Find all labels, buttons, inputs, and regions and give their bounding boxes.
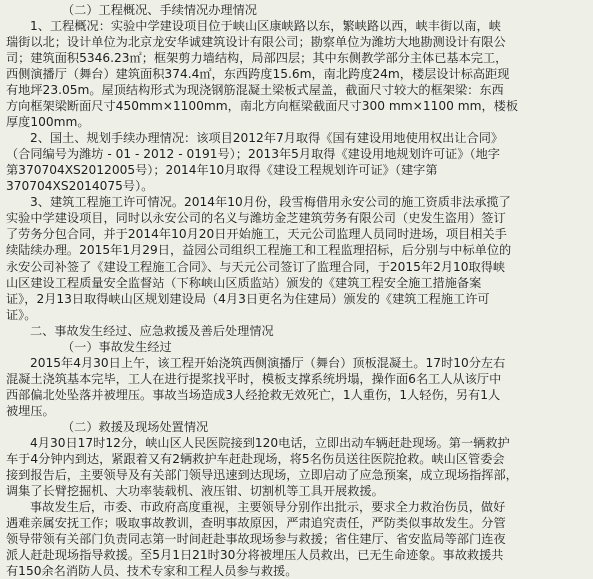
paragraph-line: 派人赶赴现场指导救援。至5月1日21时30分将被埋压人员救出，已无生命迹象。事故救援共 bbox=[6, 548, 504, 562]
paragraph-line: 山区建设工程质量安全监督站（下称峡山区质监站）颁发的《建筑工程安全施工措施备案 bbox=[6, 275, 482, 290]
paragraph-line: 瑞街以北；设计单位为北京龙安华诚建筑设计有限公司；勘察单位为潍坊大地勘测设计有限公 bbox=[6, 35, 506, 50]
paragraph-line: 2015年4月30日上午，该工程开始浇筑西侧演播厅（舞台）顶板混凝土。17时10分左右 bbox=[30, 355, 506, 370]
paragraph-line: 西侧演播厅（舞台）建筑面积374.4㎡，东西跨度15.6m，南北跨度24m，楼层设计标高距现 bbox=[6, 67, 510, 82]
paragraph-line: 方向框架梁断面尺寸450mm×1100mm，南北方向框梁截面尺寸300 mm×1100 mm，楼板 bbox=[6, 99, 519, 114]
paragraph-line: 证》。 bbox=[6, 307, 37, 322]
paragraph-line: 永安公司补签了《建设工程施工合同》、与天元公司签订了监理合同，于2015年2月10取得峡 bbox=[6, 259, 506, 274]
paragraph-line: 厚度100mm。 bbox=[6, 115, 90, 130]
subsection-heading: （一）事故发生经过 bbox=[62, 339, 172, 354]
paragraph-line: 1、工程概况：实验中学建设项目位于峡山区康峡路以东，繁峡路以西，峡丰街以南，峡 bbox=[30, 19, 501, 33]
paragraph-line: 续陆续办理。2015年1月29日，益园公司组织工程施工和工程监理招标，后分别与中标单位的 bbox=[6, 243, 512, 258]
paragraph-line: 调集了长臂挖掘机、大功率装载机、液压钳、切割机等工具开展救援。 bbox=[6, 483, 384, 498]
paragraph-line: 遇难亲属安抚工作；吸取事故教训，查明事故原因，严肃追究责任，严防类似事故发生。分管 bbox=[6, 515, 506, 530]
paragraph-line: 有150余名消防人员、技术专家和工程人员参与救援。 bbox=[6, 564, 298, 578]
paragraph-line: 证》，2月13日取得峡山区规划建设局（4月3日更名为住建局）颁发的《建筑工程施工许可 bbox=[6, 291, 490, 306]
paragraph-line: 事故发生后，市委、市政府高度重视，主要领导分别作出批示，要求全力救治伤员，做好 bbox=[30, 499, 506, 514]
paragraph-line: 车于4分钟内到达，紧跟着又有2辆救护车赶赴现场，将5名伤员送往医院抢救。峡山区管委会 bbox=[6, 451, 505, 466]
paragraph-line: 2、国土、规划手续办理情况：该项目2012年7月取得《国有建设用地使用权出让合同》 bbox=[30, 131, 504, 146]
paragraph-line: 实验中学建设项目，同时以永安公司的名义与潍坊金芝建筑劳务有限公司（史发生盗用）签订 bbox=[6, 211, 506, 226]
paragraph-line: 司；建筑面积5346.23㎡；框架剪力墙结构，局部四层；其中东侧教学部分主体已基本完工， bbox=[6, 51, 508, 66]
paragraph-line: 被埋压。 bbox=[6, 403, 55, 418]
paragraph-line: 有地坪23.05m。屋顶结构形式为现浇钢筋混凝土梁板式屋盖，截面尺寸较大的框架梁：东西 bbox=[6, 83, 504, 98]
section-heading: 二、事故发生经过、应急救援及善后处理情况 bbox=[30, 323, 274, 338]
paragraph-line: 领导带领有关部门负责同志第一时间赶赴事故现场参与救援；省住建厅、省安监局等部门连夜 bbox=[6, 531, 506, 546]
paragraph-line: 第370704XS2012005号）；2014年10月取得《建设工程规划许可证》（建字第 bbox=[6, 163, 438, 178]
paragraph-line: 混凝土浇筑基本完毕，工人在进行提浆找平时，模板支撑系统坍塌，操作面6名工人从该厅中 bbox=[6, 371, 502, 386]
paragraph-line: 了劳务分包合同，并于2014年10月20日开始施工，天元公司监理人员同时进场，项目相关手 bbox=[6, 227, 507, 242]
paragraph-line: 西部偏北处坠落并被埋压。事故当场造成3人经抢救无效死亡，1人重伤，1人轻伤，另有1人 bbox=[6, 387, 501, 402]
paragraph-line: 4月30日17时12分，峡山区人民医院接到120电话，立即出动车辆赶赴现场。第一辆救护 bbox=[30, 435, 510, 450]
paragraph-line: 3、建筑工程施工许可情况。2014年10月份，段雪梅借用永安公司的施工资质非法承揽了 bbox=[30, 195, 511, 210]
paragraph-line: （合同编号为潍坊 - 01 - 2012 - 0191号）；2013年5月取得《建设用地规划许可证》（地字 bbox=[6, 147, 500, 162]
paragraph-line: 370704XS2014075号）。 bbox=[6, 179, 154, 194]
subsection-heading: （二）救援及现场处置情况 bbox=[62, 419, 209, 434]
heading-project-overview: （二）工程概况、手续情况办理情况 bbox=[62, 3, 257, 17]
paragraph-line: 接到报告后，主要领导及有关部门领导迅速到达现场，立即启动了应急预案，成立现场指挥部， bbox=[6, 467, 518, 482]
